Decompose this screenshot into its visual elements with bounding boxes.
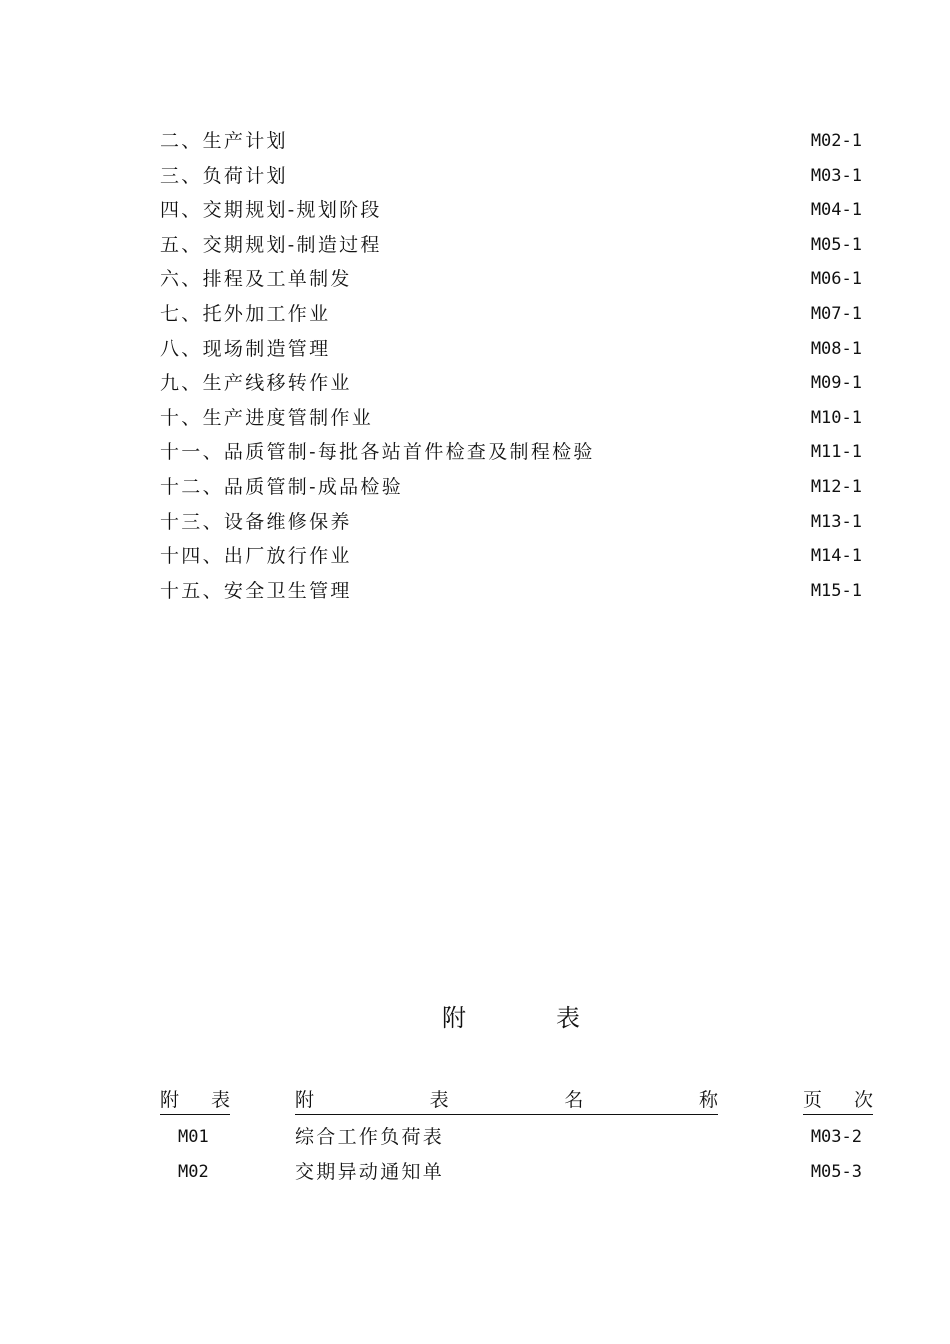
toc-entry[interactable] (0, 505, 950, 540)
toc-entry-title: 三、负荷计划 (160, 164, 288, 187)
column-header-code-char: 附 (160, 1089, 180, 1111)
appendix-page: M05-3 (810, 1161, 862, 1182)
appendix-table (0, 1120, 950, 1189)
column-header-name (295, 1086, 718, 1115)
appendix-heading-char-1: 附 (442, 1004, 466, 1032)
toc-entry[interactable] (0, 574, 950, 609)
toc-entry-page: M15-1 (810, 580, 862, 601)
toc-entry-page: M09-1 (810, 373, 862, 394)
column-header-page-char: 次 (853, 1089, 873, 1111)
appendix-heading (0, 996, 950, 1040)
toc-entry-title: 七、托外加工作业 (160, 302, 331, 325)
column-header-code-char: 表 (210, 1089, 230, 1111)
toc-entry-page: M12-1 (810, 476, 862, 497)
toc-entry-page: M08-1 (810, 338, 862, 359)
toc-entry-title: 九、生产线移转作业 (160, 372, 352, 395)
appendix-heading-char-2: 表 (556, 1004, 580, 1032)
toc-entry-page: M10-1 (810, 407, 862, 428)
toc-entry-title: 五、交期规划-制造过程 (160, 233, 382, 256)
toc-entry-title: 十、生产进度管制作业 (160, 406, 374, 429)
toc-entry-page: M04-1 (810, 200, 862, 221)
column-header-code (160, 1086, 230, 1115)
appendix-column-headers (0, 1086, 950, 1116)
toc-entry-page: M13-1 (810, 511, 862, 532)
toc-entry-page: M02-1 (810, 131, 862, 151)
toc-entry-title: 二、生产计划 (160, 130, 288, 152)
toc-entry[interactable] (0, 332, 950, 367)
column-header-name-char: 称 (698, 1089, 718, 1111)
toc-entry-title: 六、排程及工单制发 (160, 268, 352, 291)
toc-entry[interactable] (0, 193, 950, 228)
toc-entry-page: M11-1 (810, 442, 862, 463)
toc-entry[interactable] (0, 539, 950, 574)
appendix-code: M01 (178, 1127, 209, 1147)
toc-entry-page: M06-1 (810, 269, 862, 290)
appendix-name: 交期异动通知单 (295, 1160, 445, 1183)
toc-entry-title: 十三、设备维修保养 (160, 510, 352, 533)
toc-entry-page: M03-1 (810, 165, 862, 186)
column-header-name-char: 名 (564, 1089, 584, 1111)
table-of-contents (0, 124, 950, 608)
toc-entry[interactable] (0, 262, 950, 297)
toc-entry[interactable] (0, 159, 950, 194)
toc-entry-title: 八、现场制造管理 (160, 337, 331, 360)
toc-entry-page: M07-1 (810, 303, 862, 324)
toc-entry-page: M05-1 (810, 234, 862, 255)
toc-entry[interactable] (0, 401, 950, 436)
toc-entry[interactable] (0, 435, 950, 470)
toc-entry[interactable] (0, 297, 950, 332)
toc-entry-title: 十二、品质管制-成品检验 (160, 475, 404, 498)
toc-entry-page: M14-1 (810, 546, 862, 567)
column-header-name-char: 附 (295, 1089, 315, 1111)
toc-entry-title: 十一、品质管制-每批各站首件检查及制程检验 (160, 441, 595, 464)
appendix-name: 综合工作负荷表 (295, 1126, 445, 1148)
appendix-code: M02 (178, 1161, 209, 1182)
appendix-page: M03-2 (810, 1127, 862, 1147)
table-row (0, 1155, 950, 1190)
toc-entry-title: 十四、出厂放行作业 (160, 545, 352, 568)
toc-entry-title: 十五、安全卫生管理 (160, 579, 352, 602)
column-header-name-char: 表 (429, 1089, 449, 1111)
table-row (0, 1120, 950, 1155)
toc-entry[interactable] (0, 228, 950, 263)
toc-entry-title: 四、交期规划-规划阶段 (160, 199, 382, 222)
toc-entry[interactable] (0, 470, 950, 505)
toc-entry[interactable] (0, 366, 950, 401)
toc-entry[interactable] (0, 124, 950, 159)
column-header-page-char: 页 (803, 1089, 823, 1111)
column-header-page (803, 1086, 873, 1115)
